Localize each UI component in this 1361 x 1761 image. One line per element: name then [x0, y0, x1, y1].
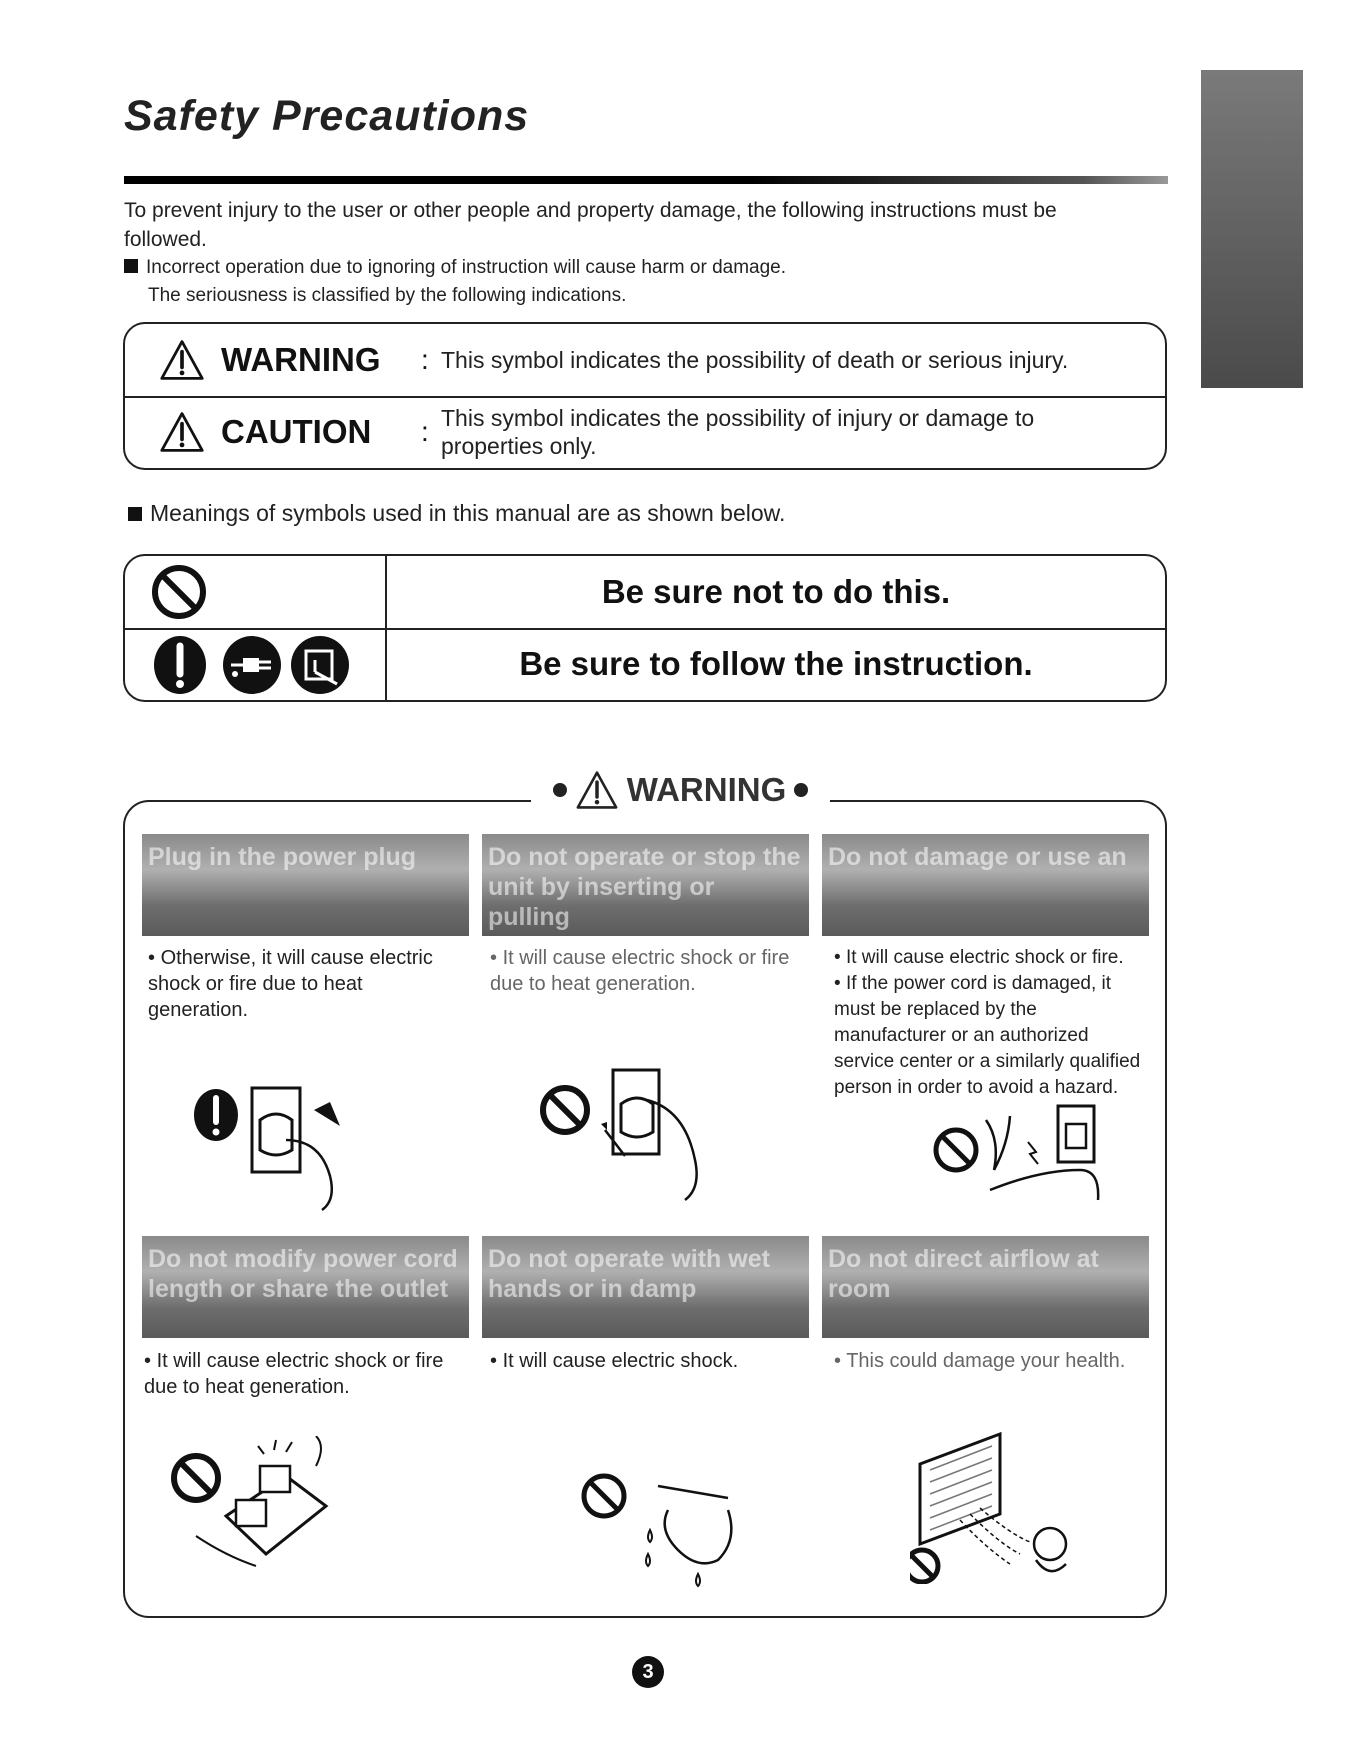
item-header-6: Do not direct airflow at room	[822, 1236, 1149, 1338]
note-incorrect-operation	[124, 254, 1124, 282]
intro-block	[124, 196, 1124, 310]
item-desc-3: • It will cause electric shock or fire. • If the power cord is damaged, it must be replaced by the manufacturer or an authorized service center or a similarly qualified person in order to avoid a hazard.	[834, 947, 1141, 1098]
title-rule	[124, 176, 1168, 184]
plug-in-illustration	[190, 1080, 370, 1220]
symbols-box	[123, 554, 1167, 702]
item-header-3: Do not damage or use an	[822, 834, 1149, 936]
symbol-text-prohibit: Be sure not to do this.	[601, 573, 951, 610]
symbol-row-prohibit	[125, 556, 1165, 630]
item-header-5: Do not operate with wet hands or in damp	[482, 1236, 809, 1338]
left-dot-icon	[553, 783, 567, 797]
item-desc-6: • This could damage your health.	[834, 1350, 1126, 1372]
wet-hand-illustration	[578, 1470, 758, 1590]
pull-plug-illustration	[535, 1060, 735, 1210]
item-desc-2: • It will cause electric shock or fire due to heat generation.	[490, 947, 790, 995]
symbol-text-follow: Be sure to follow the instruction.	[519, 645, 1033, 682]
item-desc-1: • Otherwise, it will cause electric shock or fire due to heat generation.	[148, 947, 433, 1021]
warning-label: WARNING	[221, 341, 381, 378]
ground-icon	[289, 634, 351, 696]
indication-caution	[125, 396, 1165, 468]
caution-colon: :	[421, 416, 429, 447]
intro-line: To prevent injury to the user or other people and property damage, the following instructions must be followed.	[124, 199, 1057, 251]
warning-panel-title: WARNING	[626, 771, 787, 808]
caution-triangle-icon	[159, 409, 205, 455]
meanings-line	[128, 500, 785, 527]
caution-text: This symbol indicates the possibility of injury or damage to properties only.	[441, 405, 1035, 459]
note-seriousness: The seriousness is classified by the following indications.	[148, 285, 627, 306]
square-bullet-icon	[128, 507, 142, 521]
note1-text: Incorrect operation due to ignoring of instruction will cause harm or damage.	[146, 257, 787, 278]
warning-colon: :	[421, 344, 429, 375]
unplug-icon	[221, 634, 283, 696]
indications-box	[123, 322, 1167, 470]
multi-outlet-illustration	[166, 1436, 346, 1576]
symbol-row-follow	[125, 628, 1165, 700]
right-dot-icon	[794, 783, 808, 797]
exclamation-icon	[151, 634, 209, 696]
meanings-text: Meanings of symbols used in this manual are as shown below.	[150, 500, 786, 526]
square-bullet-icon	[124, 259, 138, 273]
warning-triangle-icon	[159, 337, 205, 383]
page-number: 3	[632, 1656, 664, 1688]
item-header-2: Do not operate or stop the unit by inserting or pulling	[482, 834, 809, 936]
item-header-1: Plug in the power plug	[142, 834, 469, 936]
caution-label: CAUTION	[221, 413, 372, 450]
warning-text: This symbol indicates the possibility of death or serious injury.	[441, 347, 1069, 373]
item-desc-5: • It will cause electric shock.	[490, 1350, 739, 1372]
item-desc-4: • It will cause electric shock or fire due to heat generation.	[144, 1350, 444, 1398]
indication-warning	[125, 324, 1165, 398]
side-tab	[1201, 70, 1303, 388]
airflow-person-illustration	[910, 1424, 1100, 1584]
prohibition-icon	[151, 564, 207, 620]
warning-triangle-icon	[575, 770, 619, 810]
warning-panel-heading	[0, 770, 1361, 810]
page-title: Safety Precautions	[124, 92, 530, 140]
item-header-4: Do not modify power cord length or share the outlet	[142, 1236, 469, 1338]
cut-cord-illustration	[930, 1100, 1130, 1220]
